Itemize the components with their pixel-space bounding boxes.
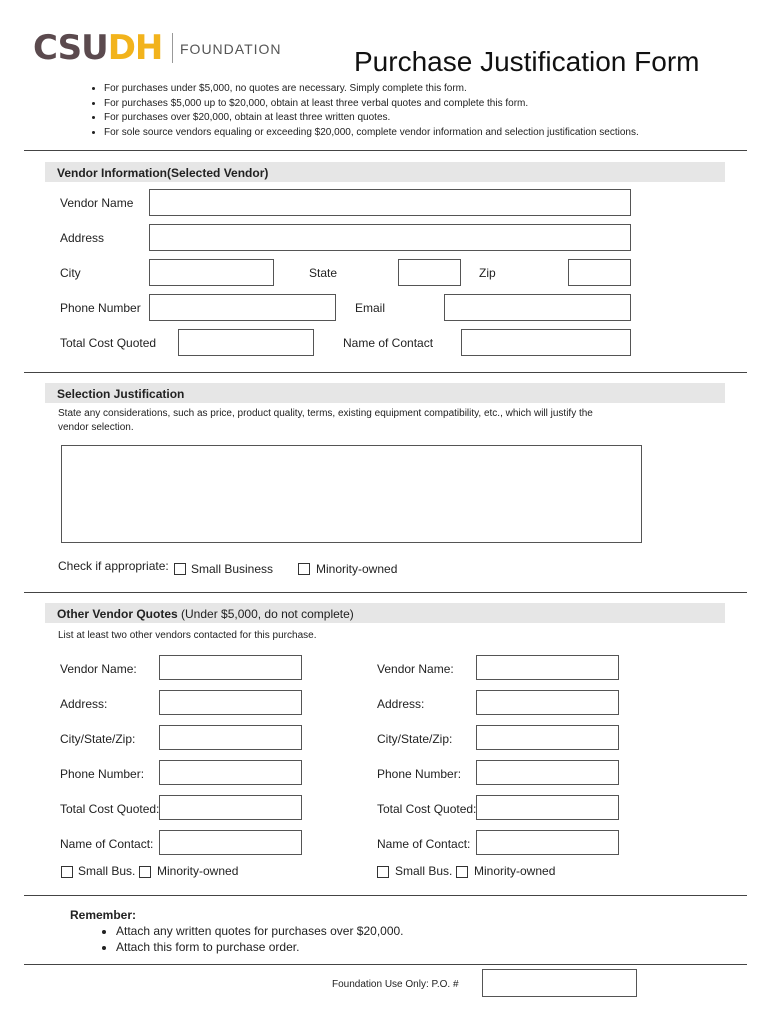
quote2-phone-label: Phone Number: bbox=[377, 767, 462, 781]
remember-item: • Attach any written quotes for purchases over $20,000. bbox=[116, 923, 404, 939]
contact-label: Name of Contact bbox=[343, 336, 434, 350]
quote2-contact-input[interactable] bbox=[476, 830, 619, 855]
justification-instructions bbox=[58, 407, 698, 435]
quote1-vendor-name-label: Vendor Name: bbox=[60, 662, 137, 676]
minority-owned-checkbox[interactable] bbox=[298, 563, 310, 575]
zip-input[interactable] bbox=[568, 259, 631, 286]
page-title: Purchase Justification Form bbox=[354, 46, 700, 77]
justification-instructions-line: vendor selection. bbox=[58, 422, 134, 433]
quote1-address-label: Address: bbox=[60, 697, 108, 711]
remember-item: • Attach this form to purchase order. bbox=[116, 939, 404, 955]
contact-input[interactable] bbox=[461, 329, 631, 356]
address-label: Address bbox=[60, 231, 105, 245]
section-divider bbox=[24, 150, 747, 151]
quote1-vendor-name-input[interactable] bbox=[159, 655, 302, 680]
logo-divider bbox=[172, 33, 173, 63]
address-input[interactable] bbox=[149, 224, 631, 251]
quote2-phone-input[interactable] bbox=[476, 760, 619, 785]
section-divider bbox=[24, 964, 747, 965]
quote1-total-cost-label: Total Cost Quoted: bbox=[60, 802, 160, 816]
quote2-minority-owned-checkbox[interactable] bbox=[456, 866, 468, 878]
city-input[interactable] bbox=[149, 259, 274, 286]
logo-csu-text: CSU bbox=[33, 28, 108, 68]
vendor-name-label: Vendor Name bbox=[60, 196, 134, 210]
city-label: City bbox=[60, 266, 81, 280]
quote2-total-cost-label: Total Cost Quoted: bbox=[377, 802, 477, 816]
po-number-input[interactable] bbox=[482, 969, 637, 997]
quote1-phone-input[interactable] bbox=[159, 760, 302, 785]
quote1-minority-owned-checkbox[interactable] bbox=[139, 866, 151, 878]
small-business-checkbox[interactable] bbox=[174, 563, 186, 575]
quote2-contact-label: Name of Contact: bbox=[377, 837, 471, 851]
quote1-small-bus-label: Small Bus. bbox=[78, 864, 136, 878]
intro-bullet: • For purchases over $20,000, obtain at least three written quotes. bbox=[104, 111, 744, 126]
quote2-minority-owned-label: Minority-owned bbox=[474, 864, 556, 878]
quote1-phone-label: Phone Number: bbox=[60, 767, 145, 781]
quote2-city-state-zip-input[interactable] bbox=[476, 725, 619, 750]
quote2-total-cost-input[interactable] bbox=[476, 795, 619, 820]
intro-bullet: • For purchases $5,000 up to $20,000, obtain at least three verbal quotes and complete this form. bbox=[104, 97, 744, 112]
quote2-address-label: Address: bbox=[377, 697, 425, 711]
vendor-name-input[interactable] bbox=[149, 189, 631, 216]
quote2-address-input[interactable] bbox=[476, 690, 619, 715]
quote1-city-state-zip-label: City/State/Zip: bbox=[60, 732, 136, 746]
quote2-small-bus-checkbox[interactable] bbox=[377, 866, 389, 878]
justification-section-header bbox=[45, 383, 725, 403]
intro-bullet: • For purchases under $5,000, no quotes are necessary. Simply complete this form. bbox=[104, 82, 744, 97]
intro-bullet: • For sole source vendors equaling or exceeding $20,000, complete vendor information and selection justification sections. bbox=[104, 126, 744, 141]
quote2-vendor-name-input[interactable] bbox=[476, 655, 619, 680]
justification-instructions-line: State any considerations, such as price, product quality, terms, existing equipment compatibility, etc., which will justify the bbox=[58, 408, 593, 419]
quote2-vendor-name-label: Vendor Name: bbox=[377, 662, 454, 676]
csudh-logo bbox=[33, 28, 162, 68]
other-quotes-section-note: (Under $5,000, do not complete) bbox=[177, 607, 354, 621]
quote1-small-bus-checkbox[interactable] bbox=[61, 866, 73, 878]
email-input[interactable] bbox=[444, 294, 631, 321]
remember-title: Remember: bbox=[70, 908, 137, 922]
po-number-label: Foundation Use Only: P.O. # bbox=[332, 979, 459, 990]
intro-list bbox=[88, 82, 744, 140]
other-quotes-section-header bbox=[45, 603, 725, 623]
quote1-contact-input[interactable] bbox=[159, 830, 302, 855]
vendor-section-header bbox=[45, 162, 725, 182]
total-cost-label: Total Cost Quoted bbox=[60, 336, 157, 350]
phone-input[interactable] bbox=[149, 294, 336, 321]
check-if-appropriate-label: Check if appropriate: bbox=[58, 559, 169, 573]
quote1-address-input[interactable] bbox=[159, 690, 302, 715]
section-divider bbox=[24, 592, 747, 593]
minority-owned-label: Minority-owned bbox=[316, 562, 398, 576]
logo-foundation-text: FOUNDATION bbox=[180, 41, 282, 57]
quote1-minority-owned-label: Minority-owned bbox=[157, 864, 239, 878]
zip-label: Zip bbox=[479, 266, 496, 280]
remember-list bbox=[100, 923, 404, 955]
quote1-contact-label: Name of Contact: bbox=[60, 837, 154, 851]
vendor-section-title: Vendor Information(Selected Vendor) bbox=[57, 166, 269, 180]
section-divider bbox=[24, 895, 747, 896]
quote1-city-state-zip-input[interactable] bbox=[159, 725, 302, 750]
justification-textarea[interactable] bbox=[61, 445, 642, 543]
other-quotes-section-title: Other Vendor Quotes bbox=[57, 607, 178, 621]
total-cost-input[interactable] bbox=[178, 329, 314, 356]
phone-label: Phone Number bbox=[60, 301, 141, 315]
state-label: State bbox=[309, 266, 338, 280]
justification-section-title: Selection Justification bbox=[57, 387, 185, 401]
section-divider bbox=[24, 372, 747, 373]
quote2-small-bus-label: Small Bus. bbox=[395, 864, 453, 878]
other-quotes-instructions: List at least two other vendors contacted for this purchase. bbox=[58, 630, 317, 641]
quote1-total-cost-input[interactable] bbox=[159, 795, 302, 820]
small-business-label: Small Business bbox=[191, 562, 274, 576]
email-label: Email bbox=[355, 301, 386, 315]
quote2-city-state-zip-label: City/State/Zip: bbox=[377, 732, 453, 746]
state-input[interactable] bbox=[398, 259, 461, 286]
logo-dh-text: DH bbox=[107, 28, 163, 68]
